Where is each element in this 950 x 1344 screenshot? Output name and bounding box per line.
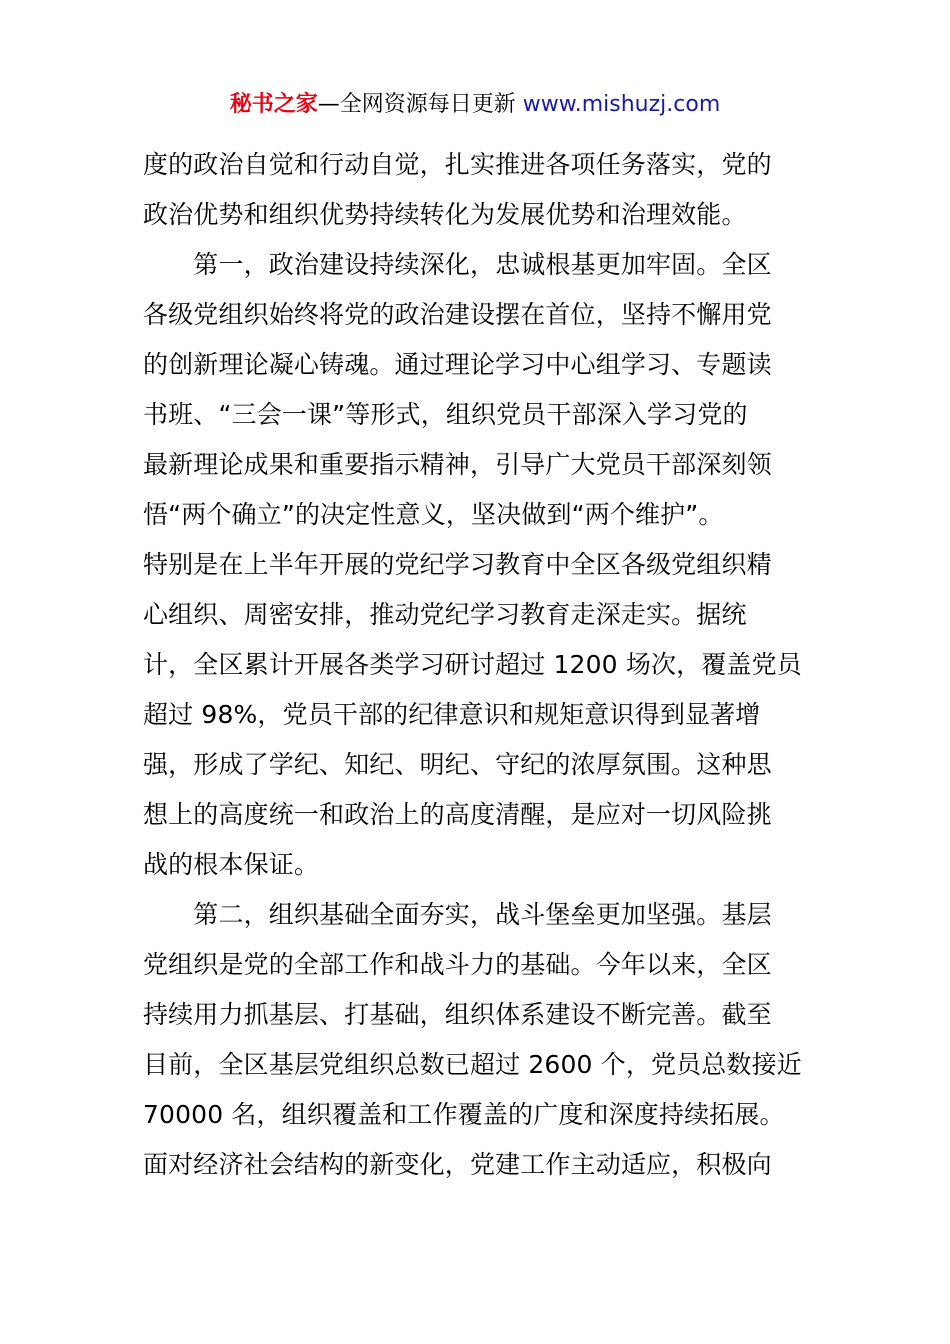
text-line: 各级党组织始终将党的政治建设摆在首位，坚持不懈用党 bbox=[143, 300, 772, 329]
text-line: 强，形成了学纪、知纪、明纪、守纪的浓厚氛围。这种思 bbox=[143, 750, 772, 779]
text-line: 70000 名，组织覆盖和工作覆盖的广度和深度持续拓展。 bbox=[143, 1100, 785, 1129]
text-line: 党组织是党的全部工作和战斗力的基础。今年以来，全区 bbox=[143, 950, 772, 979]
text-line: 最新理论成果和重要指示精神，引导广大党员干部深刻领 bbox=[143, 450, 772, 479]
text-line: 超过 98%，党员干部的纪律意识和规矩意识得到显著增 bbox=[143, 700, 761, 729]
text-line: 目前，全区基层党组织总数已超过 2600 个，党员总数接近 bbox=[143, 1050, 802, 1079]
text-line: 的创新理论凝心铸魂。通过理论学习中心组学习、专题读 bbox=[143, 350, 772, 379]
header-tagline: —全网资源每日更新 bbox=[317, 92, 523, 117]
text-line: 心组织、周密安排，推动党纪学习教育走深走实。据统 bbox=[143, 600, 747, 629]
text-line: 度的政治自觉和行动自觉，扎实推进各项任务落实，党的 bbox=[143, 150, 772, 179]
text-line: 第一，政治建设持续深化，忠诚根基更加牢固。全区 bbox=[143, 250, 772, 279]
text-line: 持续用力抓基层、打基础，组织体系建设不断完善。截至 bbox=[143, 1000, 772, 1029]
text-line: 悟“两个确立”的决定性意义，坚决做到“两个维护”。 bbox=[143, 500, 724, 529]
text-line: 第二，组织基础全面夯实，战斗堡垒更加坚强。基层 bbox=[143, 900, 772, 929]
text-line: 特别是在上半年开展的党纪学习教育中全区各级党组织精 bbox=[143, 550, 772, 579]
brand-name: 秘书之家 bbox=[229, 92, 318, 117]
text-line: 政治优势和组织优势持续转化为发展优势和治理效能。 bbox=[143, 200, 747, 229]
text-line: 想上的高度统一和政治上的高度清醒，是应对一切风险挑 bbox=[143, 800, 772, 829]
text-line: 战的根本保证。 bbox=[143, 850, 320, 879]
text-line: 计，全区累计开展各类学习研讨超过 1200 场次，覆盖党员 bbox=[143, 650, 802, 679]
text-line: 书班、“三会一课”等形式，组织党员干部深入学习党的 bbox=[143, 400, 748, 429]
page-header bbox=[0, 88, 950, 122]
document-body bbox=[143, 140, 813, 1190]
site-url-link[interactable]: www.mishuzj.com bbox=[522, 92, 721, 117]
text-line: 面对经济社会结构的新变化，党建工作主动适应，积极向 bbox=[143, 1150, 772, 1179]
